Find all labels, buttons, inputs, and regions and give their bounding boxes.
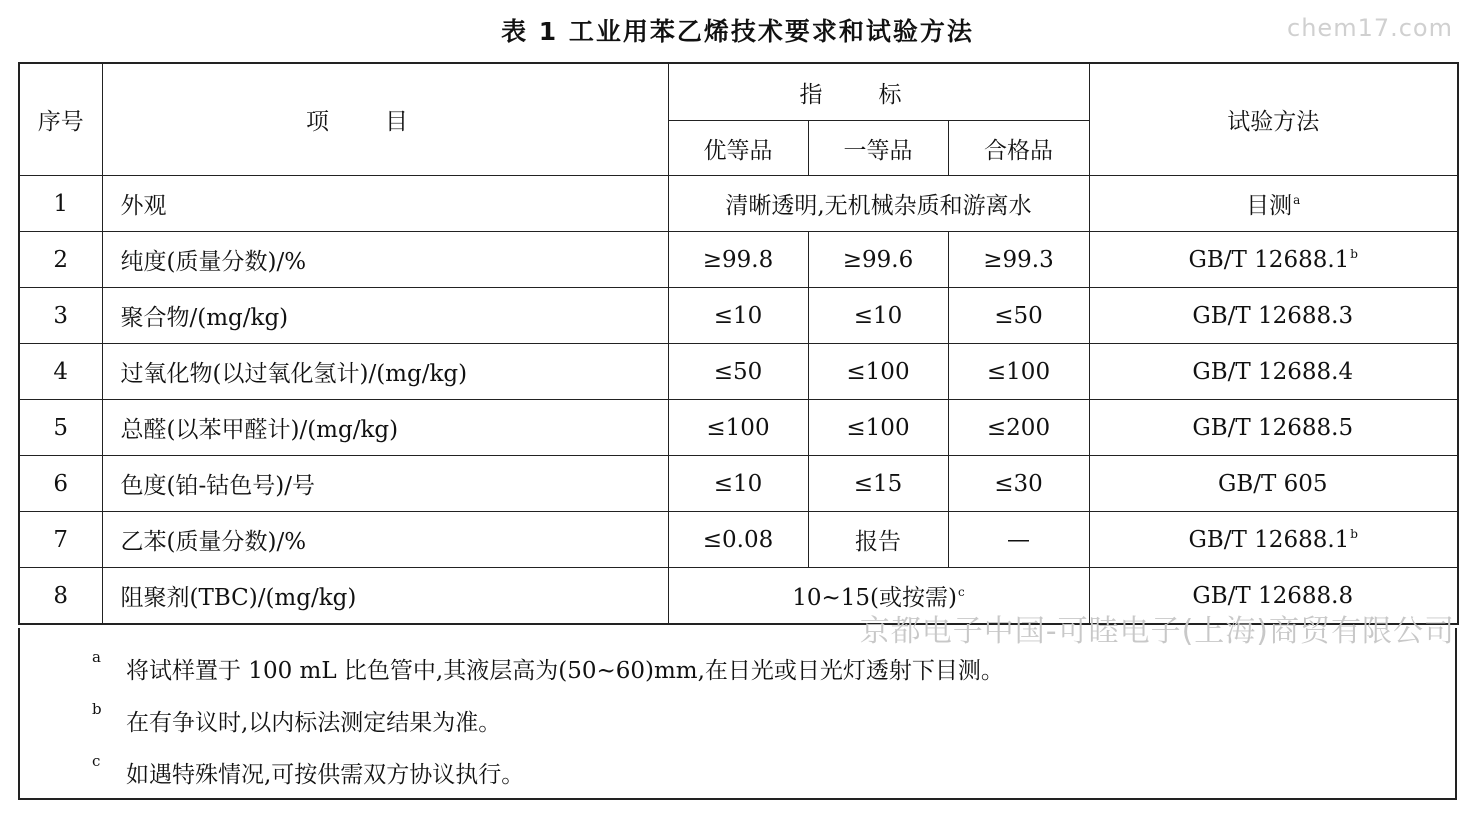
value-qualified: ≤200 <box>948 400 1089 456</box>
value-superior: ≥99.8 <box>668 232 808 288</box>
value-first: ≤100 <box>808 344 948 400</box>
row-method <box>1089 288 1458 344</box>
table-row <box>19 344 1458 400</box>
row-item: 总醛(以苯甲醛计)/(mg/kg) <box>102 400 668 456</box>
footnote-mark: b <box>1350 526 1358 541</box>
row-no: 5 <box>19 400 102 456</box>
row-no: 1 <box>19 176 102 232</box>
row-no: 7 <box>19 512 102 568</box>
header-seq: 序号 <box>19 63 102 176</box>
value-first: ≤15 <box>808 456 948 512</box>
value-qualified: ≤30 <box>948 456 1089 512</box>
value-qualified: ≤50 <box>948 288 1089 344</box>
footnote-text: 将试样置于 100 mL 比色管中,其液层高为(50~60)mm,在日光或日光灯透射下目测。 <box>126 658 1004 684</box>
row-item: 纯度(质量分数)/% <box>102 232 668 288</box>
merged-value-text: 10~15(或按需) <box>792 585 958 611</box>
value-first: ≤10 <box>808 288 948 344</box>
header-grade-superior: 优等品 <box>668 121 808 176</box>
row-method <box>1089 400 1458 456</box>
header-item: 项目 <box>102 63 668 176</box>
footnote-mark: b <box>92 700 102 718</box>
row-item: 乙苯(质量分数)/% <box>102 512 668 568</box>
spec-table <box>18 62 1459 625</box>
row-item: 阻聚剂(TBC)/(mg/kg) <box>102 568 668 625</box>
value-superior: ≤100 <box>668 400 808 456</box>
row-method <box>1089 344 1458 400</box>
row-no: 4 <box>19 344 102 400</box>
footnote-mark: a <box>92 648 101 666</box>
table-row <box>19 176 1458 232</box>
method-text: GB/T 12688.4 <box>1192 358 1354 385</box>
row-no: 2 <box>19 232 102 288</box>
value-first: ≤100 <box>808 400 948 456</box>
footnote-b <box>92 700 502 737</box>
footnote-mark: b <box>1350 246 1358 261</box>
table-row <box>19 288 1458 344</box>
method-text: GB/T 12688.1 <box>1188 526 1350 553</box>
row-item: 过氧化物(以过氧化氢计)/(mg/kg) <box>102 344 668 400</box>
method-text: GB/T 12688.8 <box>1192 582 1354 609</box>
footnote-mark: c <box>958 585 965 600</box>
row-item: 聚合物/(mg/kg) <box>102 288 668 344</box>
header-row-1 <box>19 63 1458 121</box>
row-no: 3 <box>19 288 102 344</box>
value-qualified: — <box>948 512 1089 568</box>
value-first: 报告 <box>808 512 948 568</box>
value-superior: ≤0.08 <box>668 512 808 568</box>
header-grade-first: 一等品 <box>808 121 948 176</box>
footnote-text: 如遇特殊情况,可按供需双方协议执行。 <box>126 762 525 788</box>
method-text: GB/T 12688.1 <box>1188 246 1350 273</box>
header-method: 试验方法 <box>1089 63 1458 176</box>
method-text: GB/T 12688.3 <box>1192 302 1354 329</box>
row-no: 6 <box>19 456 102 512</box>
method-text: GB/T 12688.5 <box>1192 414 1354 441</box>
method-text: GB/T 605 <box>1217 470 1328 497</box>
value-superior: ≤10 <box>668 288 808 344</box>
watermark-site: chem17.com <box>1287 14 1453 42</box>
method-text: 目测 <box>1246 193 1293 219</box>
value-qualified: ≤100 <box>948 344 1089 400</box>
row-no: 8 <box>19 568 102 625</box>
value-superior: ≤50 <box>668 344 808 400</box>
row-merged-value: 清晰透明,无机械杂质和游离水 <box>668 176 1089 232</box>
header-grade-qualified: 合格品 <box>948 121 1089 176</box>
footnote-mark: a <box>1293 193 1301 208</box>
watermark-company: 京都电子中国-可睦电子(上海)商贸有限公司 <box>859 614 1455 649</box>
value-first: ≥99.6 <box>808 232 948 288</box>
footnote-mark: c <box>92 752 101 770</box>
table-row <box>19 456 1458 512</box>
row-method <box>1089 232 1458 288</box>
footnote-a <box>92 648 1004 685</box>
row-item: 外观 <box>102 176 668 232</box>
table-row <box>19 400 1458 456</box>
footnote-c <box>92 752 525 789</box>
footnote-text: 在有争议时,以内标法测定结果为准。 <box>126 710 502 736</box>
table-title: 表 1 工业用苯乙烯技术要求和试验方法 <box>501 17 974 46</box>
value-qualified: ≥99.3 <box>948 232 1089 288</box>
table-row <box>19 232 1458 288</box>
row-method <box>1089 176 1458 232</box>
header-index: 指标 <box>668 63 1089 121</box>
row-method <box>1089 512 1458 568</box>
footnotes-box <box>18 628 1457 800</box>
value-superior: ≤10 <box>668 456 808 512</box>
row-method <box>1089 456 1458 512</box>
row-item: 色度(铂-钴色号)/号 <box>102 456 668 512</box>
table-row <box>19 512 1458 568</box>
